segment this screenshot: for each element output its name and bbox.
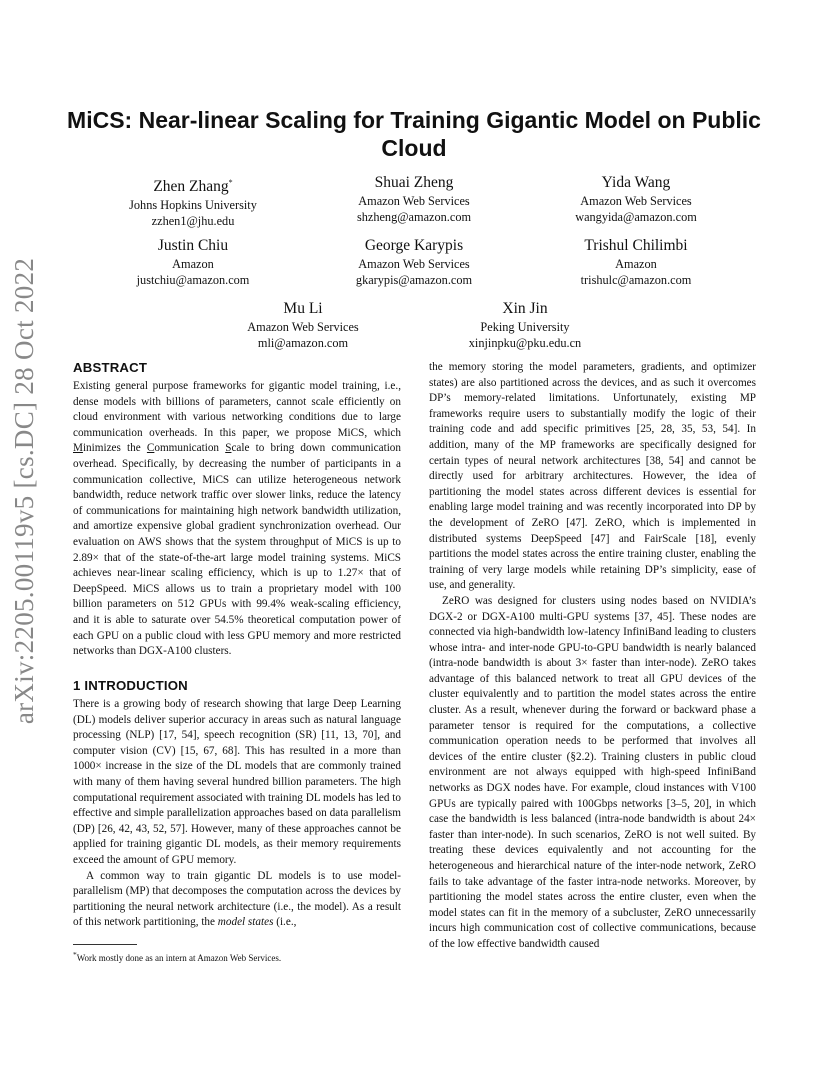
- author-name: George Karypis: [364, 237, 464, 254]
- abstract-text: ommunication: [154, 442, 226, 455]
- intro-heading: 1 INTRODUCTION: [73, 678, 188, 693]
- acronym-letter: C: [146, 442, 155, 455]
- author-affiliation: Amazon Web Services: [358, 257, 470, 271]
- acronym-letter: S: [225, 442, 232, 455]
- body-paragraph: ZeRO was designed for clusters using nodes based on NVIDIA’s DGX-2 or DGX-A100 multi-GPU systems [37, 45]. These nodes are connected via high-bandwidth low-latency InfiniBand leading to clusters whose intra- and inter-node GPU-to-GPU bandwidth is nearly balanced (intra-node bandwidth is about 3× faster than inter-node). ZeRO takes advantage of this balanced network to treat all GPU devices of the cluster equivalently and to partition the model states across the entire cluster. As a result, whenever during the forward or backward phase a parameter tensor is required for the computations, a collective communication operation needs to be performed that involves all devices of the entire cluster (§2.2). Training clusters in public cloud environment are not always equipped with high-speed InfiniBand networks as DGX nodes have. For example, cloud instances with V100 GPUs are typically paired with 100Gbps networks [3–5, 20], in which case the bandwidth is less balanced (intra-node bandwidth is about 24× faster than inter-node). In such scenarios, ZeRO is not well suited. By treating these devices equivalently and not accounting for the heterogeneous and hierarchical nature of the inter-node network, ZeRO fails to take advantage of the faster intra-node networks. Moreover, by partitioning the model states across the entire cluster, even when the model states can fit in the memory of a subcluster, ZeRO unnecessarily incurs high communication cost of collective communications, because of the low effective bandwidth caused: [429, 594, 756, 950]
- author-email[interactable]: gkarypis@amazon.com: [355, 273, 473, 287]
- body-paragraph: the memory storing the model parameters, gradients, and optimizer states) are also partitioned across the devices, and as such it overcomes DP’s memory-related limitations. Unfortunately, existing MP frameworks require users to substantially modify the logic of their training code and add specific primitives [25, 28, 35, 53, 54]. In addition, many of the MP frameworks are specifically designed for certain types of neural network architectures [38, 54] and cannot be directly used for arbitrary architectures. However, the idea of partitioning the model states across different devices is essential for enabling large model training and was recently incorporated into DP by the development of ZeRO [47]. ZeRO, which is implemented in distributed systems DeepSpeed [47] and FairScale [18], evenly partitions the model states across the entire training cluster, enabling the training of very large models while retaining DP’s simplicity, ease of use, and generality.: [429, 361, 756, 592]
- intro-paragraph: There is a growing body of research showing that large Deep Learning (DL) models deliver superior accuracy in areas such as natural language processing (NLP) [17, 54], speech recognition (SR) [11, 13, 70], and computer vision (CV) [15, 67, 68]. This has resulted in a more than 1000× increase in the size of the DL models that are commonly trained with many of them having several hundred billion parameters. The high computational requirement associated with training DL models has led to effective and simple parallelization approaches based on data parallelism (DP) [26, 42, 43, 52, 57]. However, many of these approaches cannot be applied for training gigantic DL models, as their memory requirements exceed the amount of GPU memory.: [73, 698, 401, 866]
- footnote-text: Work mostly done as an intern at Amazon Web Services.: [76, 953, 282, 963]
- arxiv-side-stamp: arXiv:2205.00119v5 [cs.DC] 28 Oct 2022: [9, 257, 39, 725]
- author-name: Trishul Chilimbi: [584, 237, 688, 254]
- abstract-text: inimizes the: [82, 442, 147, 455]
- abstract-body: [73, 379, 401, 660]
- author-name: Mu Li: [283, 300, 323, 317]
- emphasis-term: model states: [217, 916, 274, 929]
- author-block: [93, 236, 293, 288]
- author-affiliation: Amazon: [172, 257, 214, 271]
- author-email[interactable]: justchiu@amazon.com: [136, 273, 250, 287]
- author-affiliation: Amazon Web Services: [358, 194, 470, 208]
- author-email[interactable]: wangyida@amazon.com: [575, 210, 697, 224]
- right-column-body: [429, 360, 756, 953]
- author-name: Justin Chiu: [157, 237, 229, 254]
- author-block: [536, 236, 736, 288]
- author-name: Shuai Zheng: [374, 174, 454, 191]
- author-block: [93, 173, 293, 229]
- author-email[interactable]: zzhen1@jhu.edu: [151, 214, 235, 229]
- intro-paragraph: [73, 869, 401, 931]
- author-affiliation: Amazon Web Services: [580, 194, 692, 208]
- author-affiliation: Amazon Web Services: [247, 320, 359, 334]
- author-name: Xin Jin: [502, 300, 548, 317]
- paper-title: MiCS: Near-linear Scaling for Training Gigantic Model on Public Cloud: [67, 107, 761, 161]
- footnote-mark: *: [228, 178, 233, 187]
- intro-body: [73, 697, 401, 931]
- footnote-rule: [73, 944, 137, 945]
- footnote-mark: *: [73, 950, 77, 959]
- author-email[interactable]: xinjinpku@pku.edu.cn: [468, 336, 582, 350]
- footnote: [73, 949, 281, 964]
- abstract-heading: ABSTRACT: [73, 360, 148, 375]
- acronym-letter: M: [73, 442, 83, 455]
- intro-text: A common way to train gigantic DL models is to use model-parallelism (MP) that decomposes the computation across the devices by partitioning the neural network architecture (i.e., the model). As a result of this network partitioning, the: [73, 869, 401, 929]
- author-name: Zhen Zhang: [153, 178, 229, 196]
- author-affiliation: Amazon: [615, 257, 657, 271]
- author-block: [536, 173, 736, 225]
- author-block: [203, 299, 403, 351]
- author-email[interactable]: shzheng@amazon.com: [356, 210, 472, 224]
- author-block: [425, 299, 625, 351]
- author-block: [314, 173, 514, 225]
- intro-text: (i.e.,: [273, 916, 297, 929]
- author-email[interactable]: mli@amazon.com: [257, 336, 349, 350]
- author-affiliation: Peking University: [480, 320, 570, 334]
- author-email[interactable]: trishulc@amazon.com: [580, 273, 692, 287]
- author-affiliation: Johns Hopkins University: [129, 198, 257, 213]
- abstract-text: cale to bring down communication overhead. Specifically, by decreasing the number of participants in a communication collective, MiCS can utilize heterogeneous network bandwidth, reduce network traffic over slower links, reduce the latency of communications for maintaining high network bandwidth utilization, and amortize expensive global gradient synchronization overhead. Our evaluation on AWS shows that the system throughput of MiCS is up to 2.89× that of the state-of-the-art large model training systems. MiCS achieves near-linear scaling efficiency, which is up to 1.27× that of DeepSpeed. MiCS allows us to train a proprietary model with 100 billion parameters on 512 GPUs with 99.4% weak-scaling efficiency, and it is able to saturate over 54.5% theoretical computation power of each GPU on a public cloud with less GPU memory and more restricted networks than DGX-A100 clusters.: [73, 442, 401, 658]
- abstract-text: Existing general purpose frameworks for gigantic model training, i.e., dense models with billions of parameters, cannot scale efficiently on cloud environment with various networking conditions due to large communication overheads. In this paper, we propose MiCS, which: [73, 380, 401, 439]
- author-name: Yida Wang: [601, 174, 671, 191]
- author-block: [314, 236, 514, 288]
